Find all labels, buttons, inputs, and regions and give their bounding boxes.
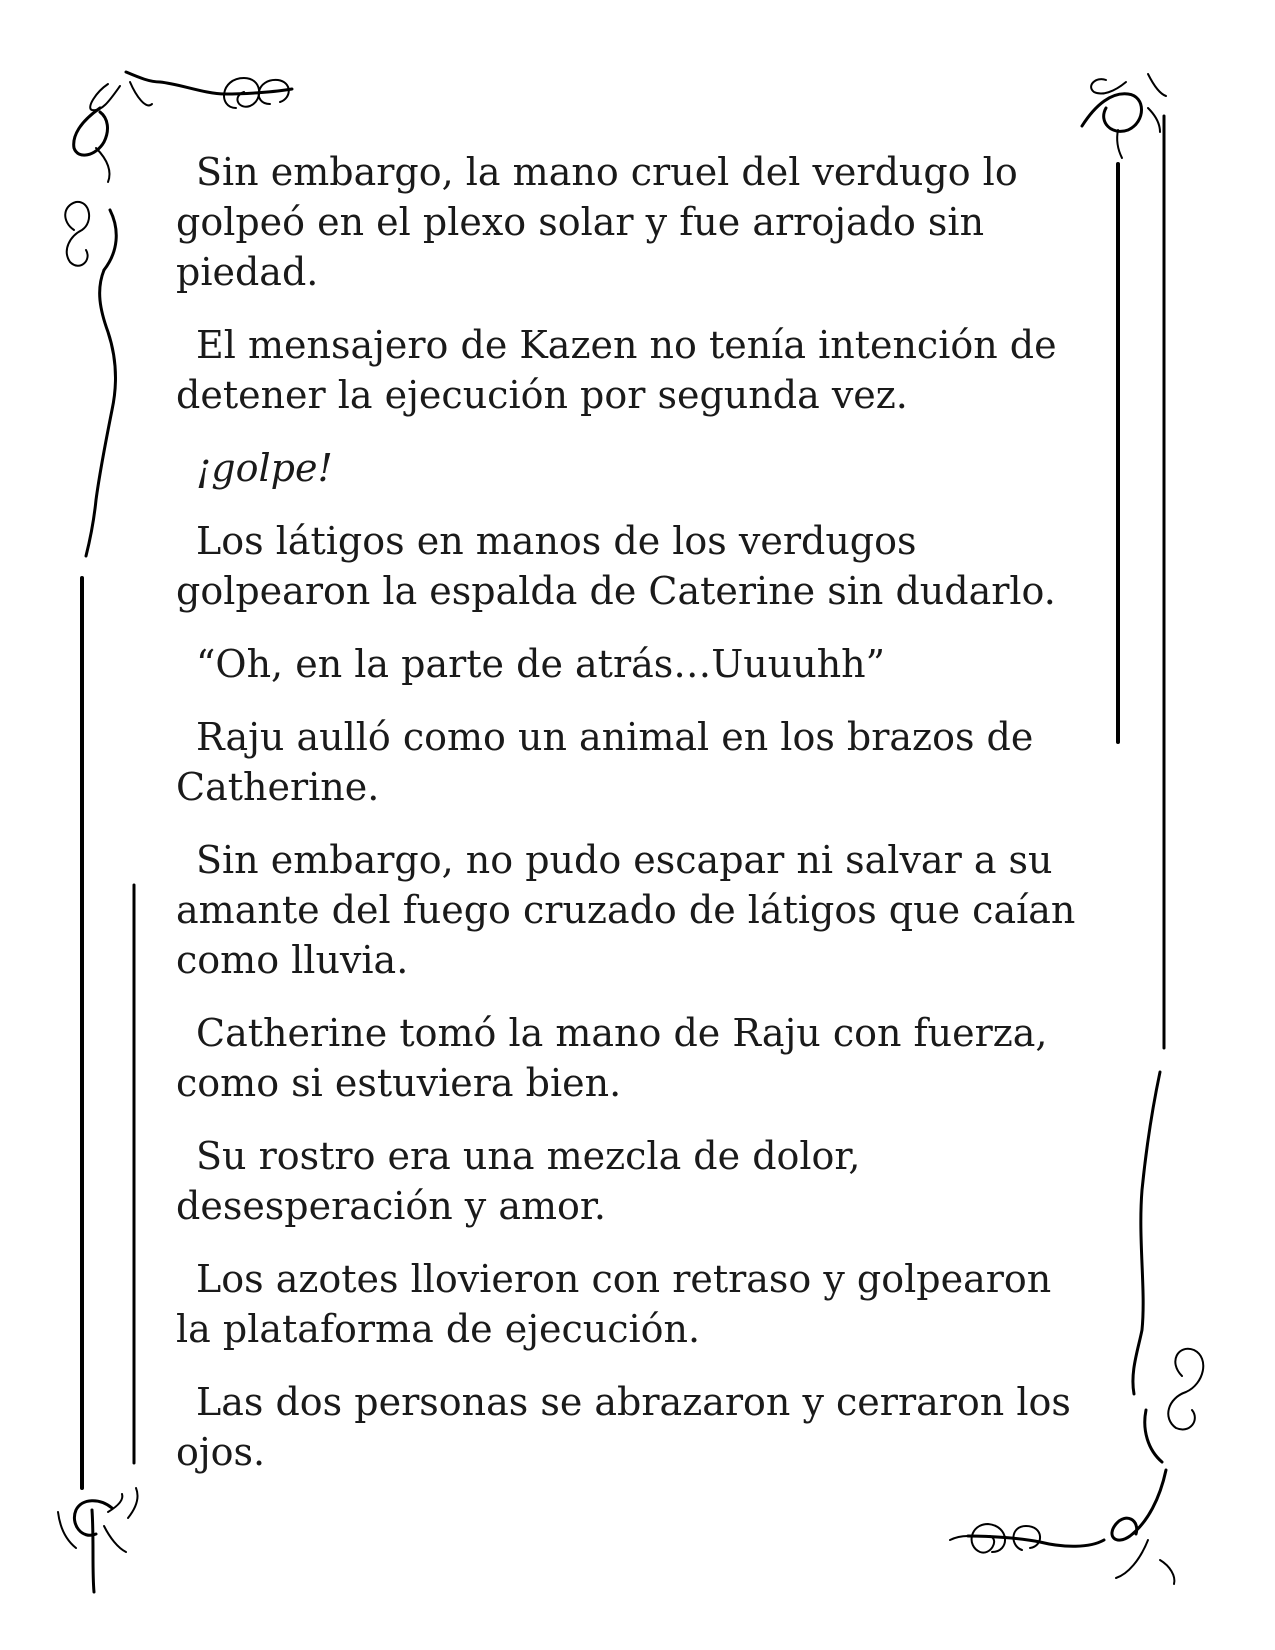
top-right-flourish-icon [1082, 74, 1166, 158]
story-paragraph: Los látigos en manos de los verdugos golpearon la espalda de Caterine sin dudarlo. [176, 519, 1056, 613]
story-paragraph: Raju aulló como un animal en los brazos de Catherine. [176, 715, 1034, 809]
story-paragraph: Sin embargo, la mano cruel del verdugo lo golpeó en el plexo solar y fue arrojado sin piedad. [176, 150, 1018, 294]
story-paragraph: Los azotes llovieron con retraso y golpearon la plataforma de ejecución. [176, 1257, 1052, 1351]
story-paragraph: Sin embargo, no pudo escapar ni salvar a su amante del fuego cruzado de látigos que caían como lluvia. [176, 838, 1076, 982]
sound-effect-paragraph: ¡golpe! [196, 446, 333, 490]
story-paragraph: Catherine tomó la mano de Raju con fuerza, como si estuviera bien. [176, 1011, 1048, 1105]
story-paragraph: Su rostro era una mezcla de dolor, desesperación y amor. [176, 1134, 861, 1228]
story-paragraph: Las dos personas se abrazaron y cerraron los ojos. [176, 1380, 1071, 1474]
story-paragraph: “Oh, en la parte de atrás…Uuuuhh” [196, 642, 886, 686]
story-paragraph: El mensajero de Kazen no tenía intención de detener la ejecución por segunda vez. [176, 323, 1057, 417]
story-text [176, 147, 1081, 1500]
bottom-left-flourish-icon [58, 1488, 138, 1592]
